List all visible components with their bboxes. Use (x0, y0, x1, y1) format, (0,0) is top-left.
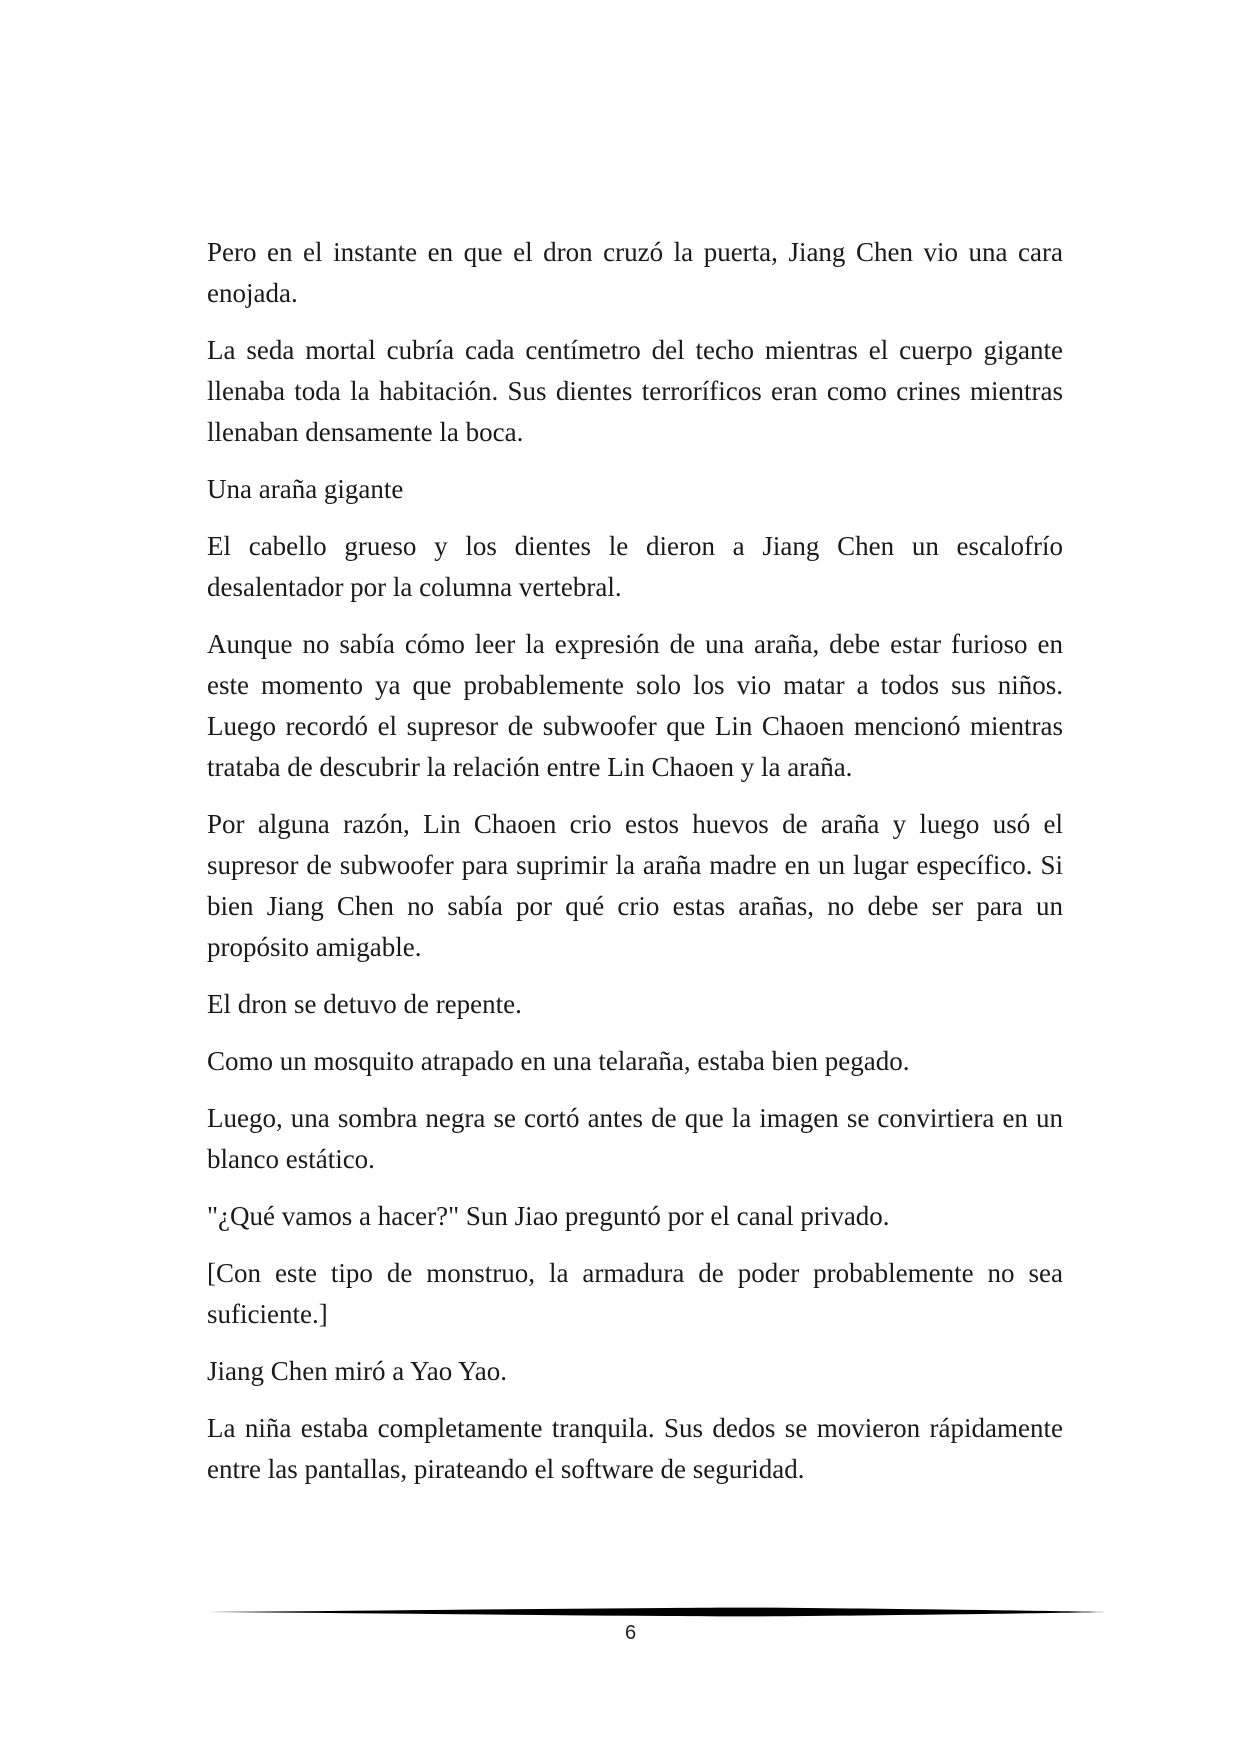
paragraph: Pero en el instante en que el dron cruzó la puerta, Jiang Chen vio una cara enojada. (207, 237, 1063, 308)
paragraph: Luego, una sombra negra se cortó antes de que la imagen se convirtiera en un blanco estático. (207, 1103, 1063, 1174)
page-body (207, 232, 1063, 1506)
page-number: 6 (624, 1622, 637, 1644)
paragraph: Una araña gigante (207, 474, 404, 504)
paragraph: Como un mosquito atrapado en una telaraña, estaba bien pegado. (207, 1046, 910, 1076)
paragraph: El dron se detuvo de repente. (207, 989, 522, 1019)
paragraph: [Con este tipo de monstruo, la armadura de poder probablemente no sea suficiente.] (207, 1258, 1063, 1329)
paragraph: "¿Qué vamos a hacer?" Sun Jiao preguntó por el canal privado. (207, 1201, 890, 1231)
paragraph: Jiang Chen miró a Yao Yao. (207, 1356, 508, 1386)
paragraph: Por alguna razón, Lin Chaoen crio estos huevos de araña y luego usó el supresor de subwoofer para suprimir la araña madre en un lugar específico. Si bien Jiang Chen no sabía por qué crio estas arañas, no debe ser para un propósito amigable. (207, 809, 1063, 962)
footer-divider (207, 1606, 1105, 1618)
paragraph: El cabello grueso y los dientes le dieron a Jiang Chen un escalofrío desalentador por la columna vertebral. (207, 531, 1063, 602)
paragraph: La niña estaba completamente tranquila. Sus dedos se movieron rápidamente entre las pantallas, pirateando el software de seguridad. (207, 1413, 1063, 1484)
paragraph: Aunque no sabía cómo leer la expresión de una araña, debe estar furioso en este momento ya que probablemente solo los vio matar a todos sus niños. Luego recordó el supresor de subwoofer que Lin Chaoen mencionó mientras trataba de descubrir la relación entre Lin Chaoen y la araña. (207, 629, 1063, 782)
paragraph: La seda mortal cubría cada centímetro del techo mientras el cuerpo gigante llenaba toda la habitación. Sus dientes terroríficos eran como crines mientras llenaban densamente la boca. (207, 335, 1063, 447)
